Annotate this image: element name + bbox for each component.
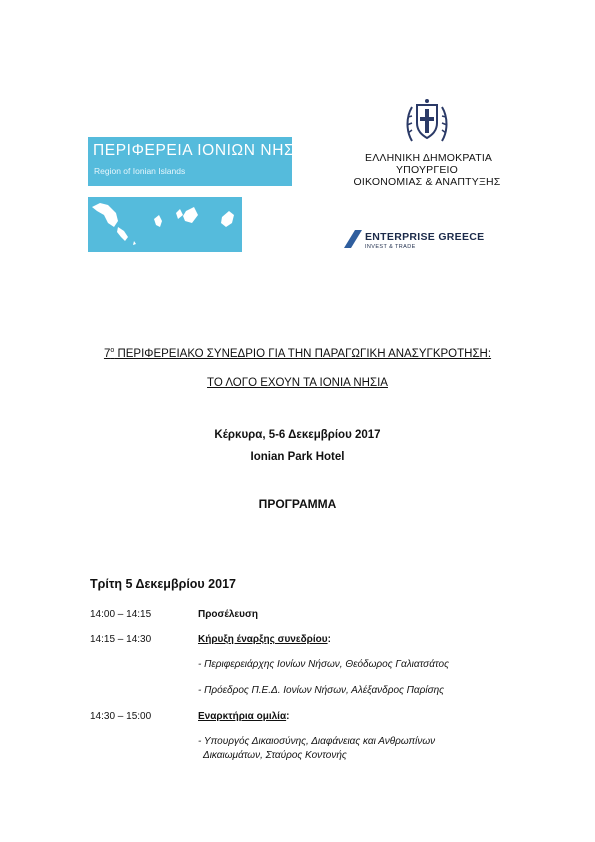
- session-time: 14:00 – 14:15: [90, 609, 152, 620]
- place-and-date: Κέρκυρα, 5-6 Δεκεμβρίου 2017: [214, 429, 381, 441]
- session-speaker: - Πρόεδρος Π.Ε.Δ. Ιονίων Νήσων, Αλέξανδρος Παρίσης: [198, 685, 445, 696]
- ionian-islands-map-logo: [88, 197, 242, 252]
- enterprise-greece-tagline: INVEST & TRADE: [365, 244, 416, 250]
- ministry-line-2: ΥΠΟΥΡΓΕΙΟ: [395, 164, 459, 176]
- title-line-1-text: ΠΕΡΙΦΕΡΕΙΑΚΟ ΣΥΝΕΔΡΙΟ ΓΙΑ ΤΗΝ ΠΑΡΑΓΩΓΙΚΗ ΑΝΑΣΥΓΚΡΟΤΗΣΗ:: [114, 347, 492, 360]
- region-logo-subtitle: Region of Ionian Islands: [94, 166, 186, 176]
- region-logo-name: ΠΕΡΙΦΕΡΕΙΑ ΙΟΝΙΩΝ ΝΗΣΩΝ: [93, 142, 319, 159]
- session-title: Προσέλευση: [198, 609, 258, 620]
- session-title: Κήρυξη έναρξης συνεδρίου: [198, 634, 328, 645]
- ministry-line-1: ΕΛΛΗΝΙΚΗ ΔΗΜΟΚΡΑΤΙΑ: [365, 152, 493, 164]
- session-time: 14:30 – 15:00: [90, 711, 152, 722]
- conference-title-line-2: ΤΟ ΛΟΓΟ ΕΧΟΥΝ ΤΑ ΙΟΝΙΑ ΝΗΣΙΑ: [207, 377, 388, 389]
- day-heading: Τρίτη 5 Δεκεμβρίου 2017: [90, 577, 236, 591]
- islands-map-icon: [88, 197, 242, 252]
- venue: Ionian Park Hotel: [250, 451, 345, 463]
- session-title-line: Κήρυξη έναρξης συνεδρίου:: [198, 634, 331, 645]
- session-speaker: - Υπουργός Δικαιοσύνης, Διαφάνειας και Ανθρωπίνων: [198, 736, 436, 747]
- ministry-line-3: ΟΙΚΟΝΟΜΙΑΣ & ΑΝΑΠΤΥΞΗΣ: [353, 176, 501, 188]
- title-ordinal-superscript: ο: [110, 347, 115, 354]
- greek-republic-emblem-icon: [404, 97, 450, 145]
- session-title-line: Εναρκτήρια ομιλία:: [198, 711, 290, 722]
- title-number: 7: [103, 347, 111, 360]
- session-time: 14:15 – 14:30: [90, 634, 152, 645]
- session-title: Εναρκτήρια ομιλία: [198, 711, 287, 722]
- conference-title-line-1: [0, 347, 595, 360]
- region-logo: [88, 137, 319, 186]
- session-speaker-continued: Δικαιωμάτων, Σταύρος Κοντονής: [203, 750, 347, 761]
- programme-heading: ΠΡΟΓΡΑΜΜΑ: [258, 497, 337, 511]
- enterprise-greece-name: ENTERPRISE GREECE: [365, 231, 485, 243]
- enterprise-greece-mark-icon: [344, 230, 362, 248]
- session-speaker: - Περιφερειάρχης Ιονίων Νήσων, Θεόδωρος Γαλιατσάτος: [198, 659, 449, 670]
